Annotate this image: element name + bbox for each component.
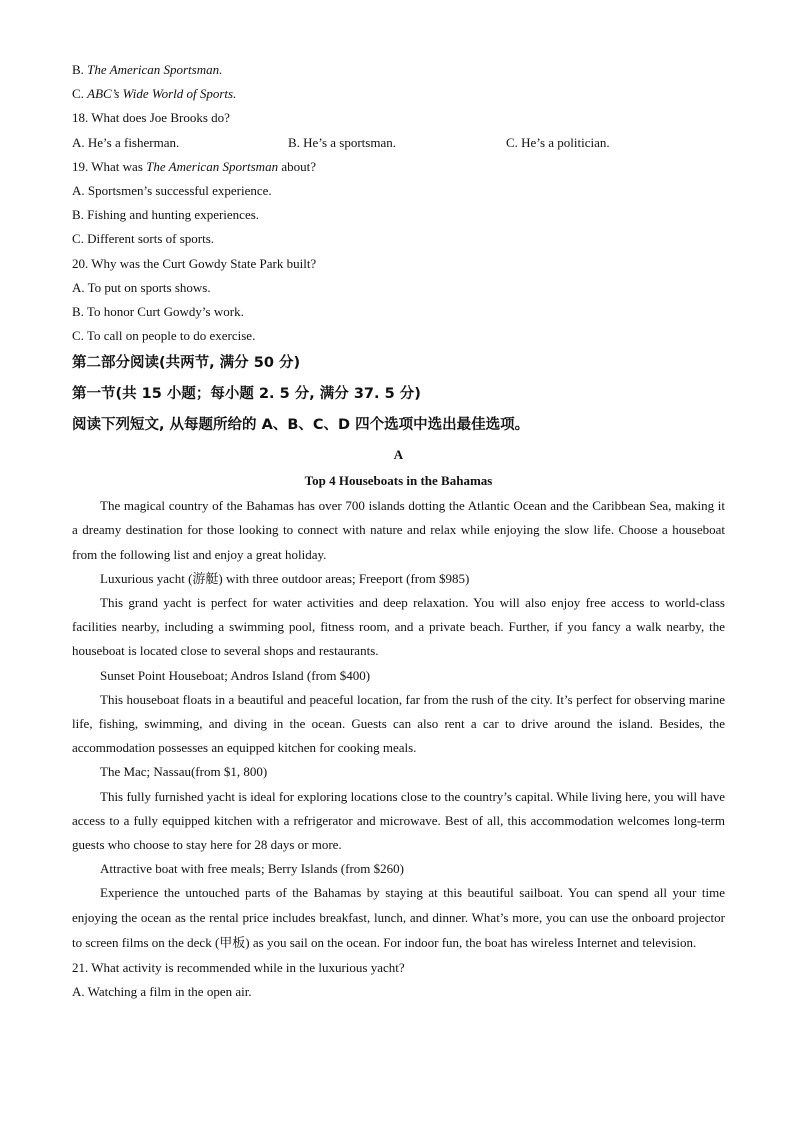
exam-page <box>72 58 725 1004</box>
q17-option-b: B. The American Sportsman. <box>72 62 223 77</box>
q18-option-c: C. He’s a politician. <box>506 134 610 150</box>
q19-question: 19. What was The American Sportsman about? <box>72 158 316 174</box>
q21-question: 21. What activity is recommended while in the luxurious yacht? <box>72 959 405 975</box>
boat-4-body: Experience the untouched parts of the Bahamas by staying at this beautiful sailboat. You can spend all your time enjoying the ocean as the rental price includes breakfast, lunch, and dinner. What’s more, you can use the onboard projector to screen films on the deck (甲板) as you sail on the ocean. For indoor fun, the boat has wireless Internet and television. <box>72 885 725 951</box>
reading-instruction: 阅读下列短文, 从每题所给的 A、B、C、D 四个选项中选出最佳选项。 <box>72 417 530 434</box>
boat-1-body: This grand yacht is perfect for water activities and deep relaxation. You will also enjoy free access to world-class facilities nearby, including a swimming pool, fitness room, and a private beach. Further, if you fancy a walk nearby, the houseboat is located close to several shops and restaurants. <box>72 595 725 659</box>
section-one-heading: 第一节(共 15 小题；每小题 2. 5 分, 满分 37. 5 分) <box>72 386 421 403</box>
q19-option-b: B. Fishing and hunting experiences. <box>72 207 260 223</box>
q19-option-c: C. Different sorts of sports. <box>72 231 215 247</box>
boat-2-body: This houseboat floats in a beautiful and peaceful location, far from the rush of the city. It’s perfect for observing marine life, fishing, swimming, and diving in the ocean. Guests can also rent a car to drive around the island. Besides, the accommodation possesses an equipped kitchen for cooking meals. <box>72 691 725 756</box>
boat-4-heading: Attractive boat with free meals; Berry Islands (from $260) <box>100 861 404 877</box>
q18-question: 18. What does Joe Brooks do? <box>72 110 230 126</box>
boat-3-heading: The Mac; Nassau(from $1, 800) <box>100 764 268 780</box>
q19-option-a: A. Sportsmen’s successful experience. <box>72 182 272 198</box>
passage-intro: The magical country of the Bahamas has over 700 islands dotting the Atlantic Ocean and the Caribbean Sea, making it a dreamy destination for those looking to connect with nature and relax while enjoying the slow life. Choose a houseboat from the following list and enjoy a great holiday. <box>72 498 725 562</box>
q20-option-a: A. To put on sports shows. <box>72 279 211 295</box>
part-two-heading: 第二部分阅读(共两节, 满分 50 分) <box>72 355 301 372</box>
q18-option-a: A. He’s a fisherman. <box>72 134 180 150</box>
q18-options <box>72 131 725 155</box>
passage-title: Top 4 Houseboats in the Bahamas <box>304 473 493 489</box>
boat-2-heading: Sunset Point Houseboat; Andros Island (from $400) <box>100 667 371 683</box>
passage-letter: A <box>393 447 404 463</box>
q17-option-c: C. ABC’s Wide World of Sports. <box>72 86 237 102</box>
boat-1-heading: Luxurious yacht (游艇) with three outdoor areas; Freeport (from $985) <box>100 570 470 586</box>
q20-option-b: B. To honor Curt Gowdy’s work. <box>72 303 244 319</box>
q18-option-b: B. He’s a sportsman. <box>288 134 396 150</box>
q20-question: 20. Why was the Curt Gowdy State Park built? <box>72 255 317 271</box>
boat-3-body: This fully furnished yacht is ideal for exploring locations close to the country’s capital. While living here, you will have access to a fully equipped kitchen with a refrigerator and microwave. Best of all, this accommodation welcomes long-term guests who choose to stay here for 28 days or more. <box>72 788 725 853</box>
q21-option-a: A. Watching a film in the open air. <box>72 984 252 1000</box>
q20-option-c: C. To call on people to do exercise. <box>72 328 256 344</box>
